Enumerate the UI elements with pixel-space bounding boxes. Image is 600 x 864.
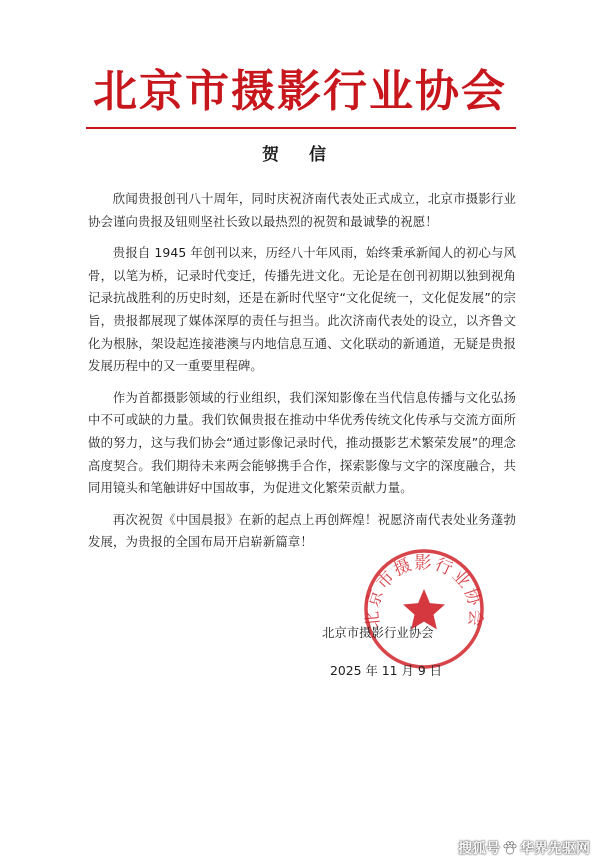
paw-icon	[502, 840, 518, 856]
letter-body	[88, 188, 516, 563]
watermark-account: 华界先驱网	[520, 841, 590, 857]
signature-org: 北京市摄影行业协会	[322, 625, 434, 640]
paragraph-4: 再次祝贺《中国晨报》在新的起点上再创辉煌！祝愿济南代表处业务蓬勃发展，为贵报的全国布局开启崭新篇章！	[88, 511, 516, 550]
paragraph-1: 欣闻贵报创刊八十周年，同时庆祝济南代表处正式成立，北京市摄影行业协会谨向贵报及钮则坚社长致以最热烈的祝贺和最诚挚的祝愿！	[88, 191, 516, 229]
letterhead-divider	[86, 127, 516, 129]
sohu-watermark	[458, 836, 590, 860]
official-seal-stamp	[360, 545, 488, 673]
signature-date: 2025 年 11 月 9 日	[330, 663, 443, 678]
seal-ring-text: 北京市摄影行业协会	[362, 553, 486, 630]
letter-title: 贺 信	[262, 145, 338, 165]
watermark-prefix: 搜狐号	[458, 841, 500, 857]
letterhead-org-name: 北京市摄影行业协会	[93, 66, 507, 117]
paragraph-2: 贵报自 1945 年创刊以来，历经八十年风雨，始终秉承新闻人的初心与风骨，以笔为桥，记录时代变迁，传播先进文化。无论是在创刊初期以独到视角记录抗战胜利的历史时刻，还是在新时代坚守“文化促统一，文化促发展”的宗旨，贵报都展现了媒体深厚的责任与担当。此次济南代表处的设立，以齐鲁文化为根脉，架设起连接港澳与内地信息互通、文化联动的新通道，无疑是贵报发展历程中的又一重要里程碑。	[88, 245, 516, 374]
paragraph-3: 作为首都摄影领域的行业组织，我们深知影像在当代信息传播与文化弘扬中不可或缺的力量。我们钦佩贵报在推动中华优秀传统文化传承与交流方面所做的努力，这与我们协会“通过影像记录时代，推动摄影艺术繁荣发展”的理念高度契合。我们期待未来两会能够携手合作，探索影像与文字的深度融合，共同用镜头和笔触讲好中国故事，为促进文化繁荣贡献力量。	[88, 389, 516, 496]
